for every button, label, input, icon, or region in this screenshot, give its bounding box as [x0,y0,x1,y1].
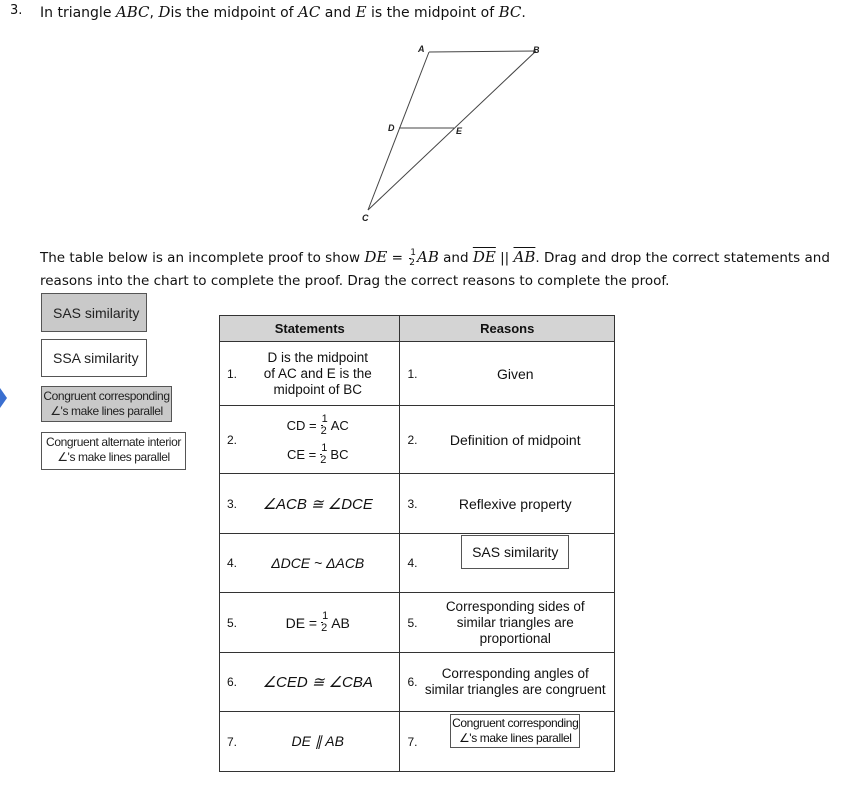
reason-cell-1[interactable]: 1. Given [400,342,615,406]
statement-cell-5[interactable]: 5. DE = $\frac{1}{2}$ AB [220,593,400,653]
statement-cell-7[interactable]: 7. DE ∥ AB [220,712,400,772]
reason-cell-3[interactable]: 3. Reflexive property [400,474,615,534]
statement-cell-2[interactable]: 2. CD = $\frac{1}{2}$ AC CE = $\frac{1}{2}$ BC [220,406,400,474]
label-d: D [388,123,395,133]
reasons-header: Reasons [400,316,615,342]
bank-chip-congruent-corresponding[interactable]: Congruent corresponding ∠'s make lines parallel [41,386,172,422]
statement-cell-3[interactable]: 3. ∠ACB ≅ ∠DCE [220,474,400,534]
placed-chip-congruent-corresponding[interactable]: Congruent corresponding ∠'s make lines parallel [450,714,580,748]
drag-indicator-icon [0,388,7,408]
statement-cell-6[interactable]: 6. ∠CED ≅ ∠CBA [220,653,400,712]
bank-chip-ssa-similarity[interactable]: SSA similarity [41,339,147,377]
statement-cell-1[interactable]: 1. D is the midpoint of AC and E is the midpoint of BC [220,342,400,406]
reason-cell-5[interactable]: 5. Corresponding sides of similar triangles are proportional [400,593,615,653]
proof-row [220,474,615,534]
label-b: B [533,45,540,55]
statement-cell-4[interactable]: 4. ΔDCE ~ ΔACB [220,534,400,593]
segment-ac [368,52,429,210]
reason-cell-2[interactable]: 2. Definition of midpoint [400,406,615,474]
proof-row [220,342,615,406]
label-a: A [418,44,425,54]
proof-row [220,593,615,653]
placed-chip-sas-similarity[interactable]: SAS similarity [461,535,569,569]
question-text: In triangle ABC, Dis the midpoint of AC and E is the midpoint of BC. [40,3,526,21]
proof-row [220,712,615,772]
proof-row [220,534,615,593]
triangle-name: ABC [115,3,150,21]
proof-row [220,653,615,712]
bank-chip-congruent-alternate-interior[interactable]: Congruent alternate interior ∠'s make lines parallel [41,432,186,470]
instructions: The table below is an incomplete proof to show DE = $\frac{1}{2}$ AB and DE || AB. Drag and drop the correct statements and reasons into the chart to complete the proof. Drag the correct reasons to complete the proof. [40,247,830,289]
fraction-half: $\frac{1}{2}$ [409,247,416,268]
proof-row [220,406,615,474]
reason-cell-4[interactable]: 4. SAS similarity [400,534,615,593]
triangle-diagram [350,40,550,230]
statements-header: Statements [220,316,400,342]
bank-chip-sas-similarity[interactable]: SAS similarity [41,293,147,332]
label-c: C [362,213,369,223]
reason-cell-7[interactable]: 7. Congruent corresponding ∠'s make lines parallel [400,712,615,772]
label-e: E [456,126,463,136]
segment-ab [429,51,536,52]
question-number: 3. [10,3,23,18]
reason-cell-6[interactable]: 6. Corresponding angles of similar triangles are congruent [400,653,615,712]
proof-table [219,315,615,772]
